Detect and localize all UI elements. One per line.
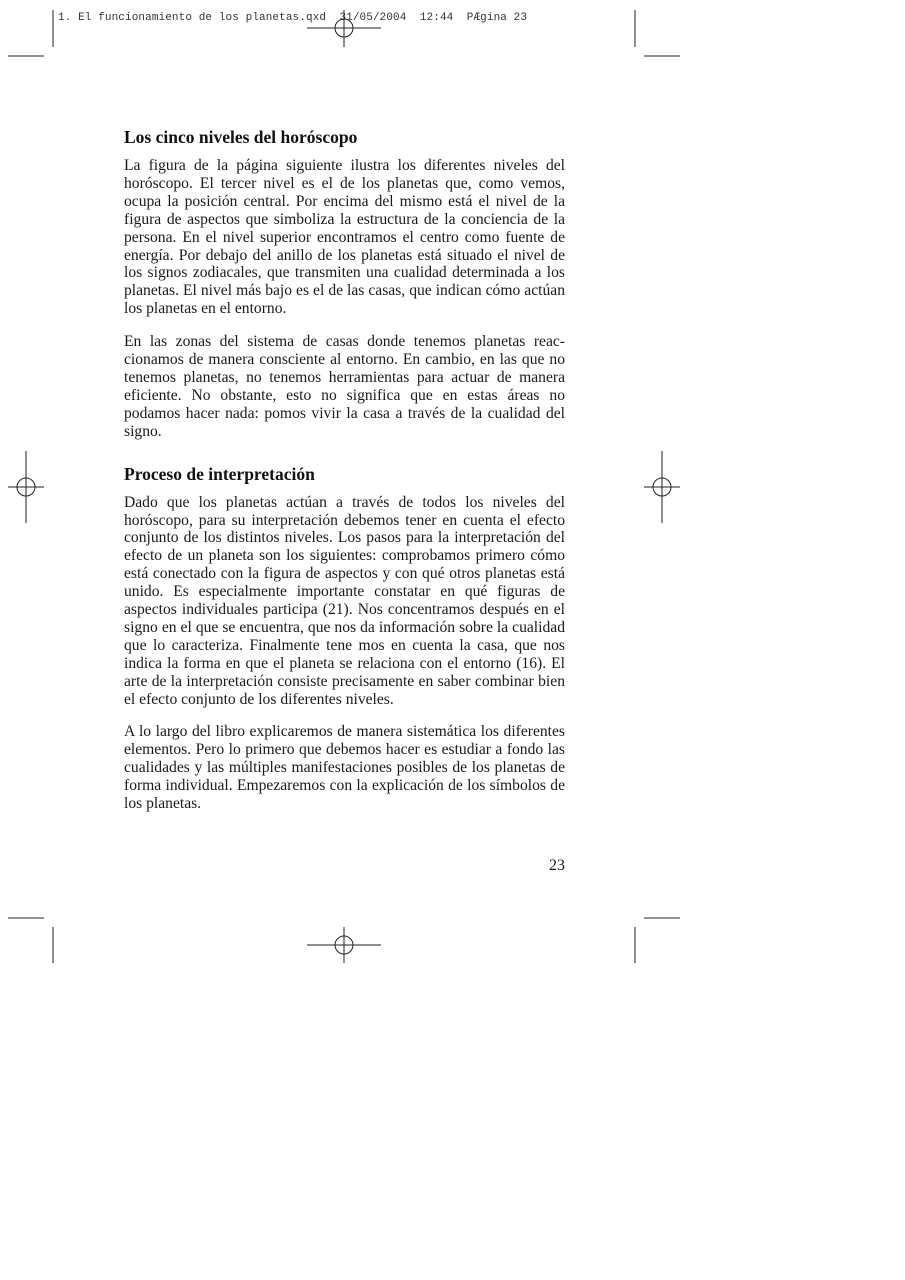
registration-mark-left-icon (8, 451, 44, 523)
section-heading-interpretacion: Proceso de interpretación (124, 463, 315, 484)
paragraph: En las zonas del sistema de casas donde tenemos planetas reaccionamos de manera consciente al entorno. En cambio, en las que no tenemos planetas, no tenemos herramientas para actuar de manera eficiente. No obstante, esto no significa que en estas áreas no podamos hacer nada: pomos vivir la casa a través de la cualidad del signo. (124, 333, 565, 440)
page-body (124, 126, 565, 828)
slug-line: 1. El funcionamiento de los planetas.qxd 31/05/2004 12:44 PÆgina 23 (58, 12, 528, 24)
page-number: 23 (549, 857, 565, 874)
paragraph: A lo largo del libro explicaremos de manera sistemática los diferentes elementos. Pero lo primero que debemos hacer es estudiar a fondo las cualidades y las múltiples manifestaciones posibles de los planetas de forma individual. Empezaremos con la explicación de los símbolos de los planetas. (124, 723, 565, 813)
paragraph: Dado que los planetas actúan a través de todos los niveles del horóscopo, para su interpretación debemos tener en cuenta el efecto conjunto de los distintos niveles. Los pasos para la interpretación del efecto de un planeta son los siguientes: comprobamos primero cómo está conectado con la figura de aspectos y con qué otros planetas está unido. Es especialmente importante constatar en qué figuras de aspectos individuales participa (21). Nos concentramos después en el signo en el que se encuentra, que nos da información sobre la cualidad que lo caracteriza. Finalmente tene mos en cuenta la casa, que nos indica la forma en que el planeta se relaciona con el entorno (16). El arte de la interpretación consiste precisamente en saber combinar bien el efecto conjunto de los diferentes niveles. (124, 493, 565, 708)
section-heading-niveles: Los cinco niveles del horóscopo (124, 127, 358, 147)
registration-mark-right-icon (644, 451, 680, 523)
paragraph: La figura de la página siguiente ilustra los diferentes niveles del horóscopo. El tercer nivel es el de los planetas que, como vemos, ocupa la posición central. Por encima del mismo está el nivel de la figura de aspectos que simboliza la estructura de la conciencia de la persona. En el nivel superior encontramos el centro como fuente de energía. Por debajo del anillo de los planetas está situado el nivel de los signos zodiacales, que transmiten una cualidad determinada a los planetas. El nivel más bajo es el de las casas, que indican cómo actúan los planetas en el entorno. (124, 157, 565, 318)
registration-mark-top-icon (307, 10, 381, 47)
registration-mark-bottom-icon (307, 927, 381, 963)
